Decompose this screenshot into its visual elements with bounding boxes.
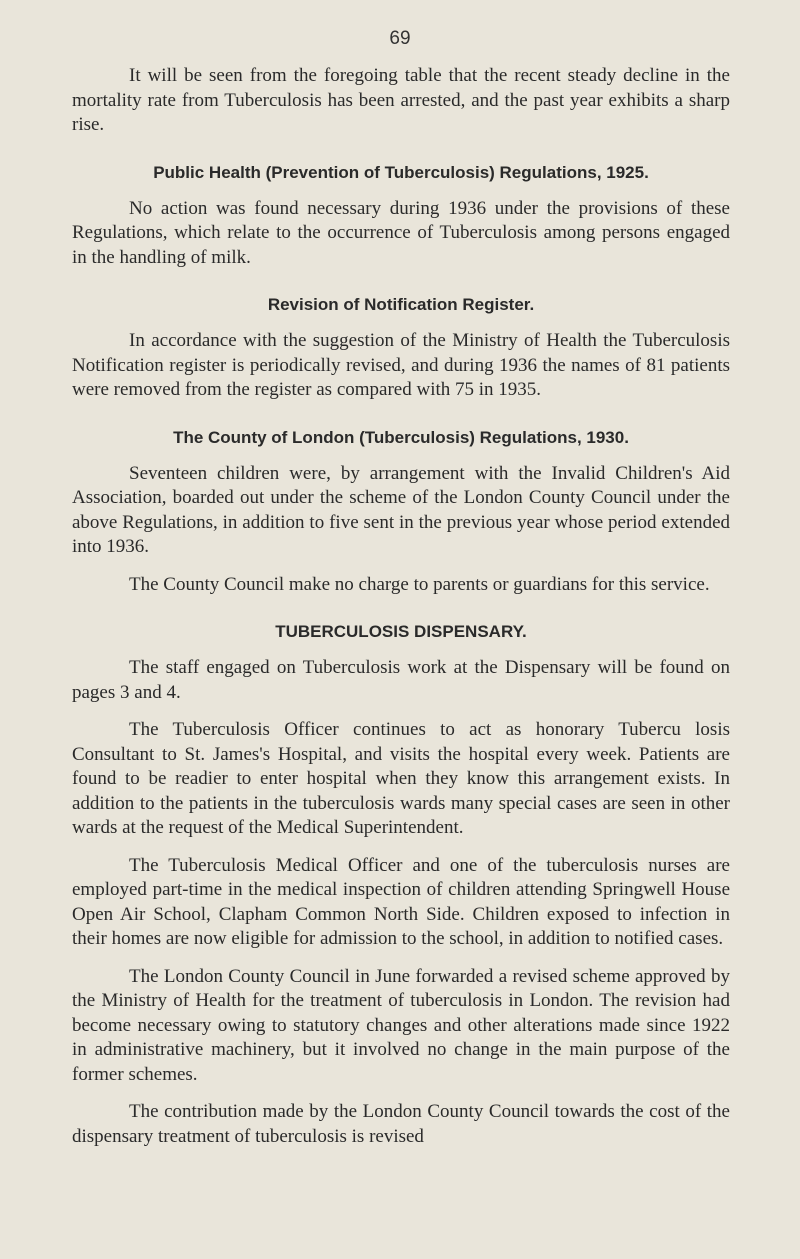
paragraph-dispensary-staff: The staff engaged on Tuberculosis work at the Dispensary will be found on pages 3 and 4.: [72, 657, 730, 703]
paragraph-contribution: The contribution made by the London County Council towards the cost of the dispensary treatment of tuberculosis is revised: [72, 1101, 730, 1147]
paragraph-notification-register: In accordance with the suggestion of the Ministry of Health the Tuberculosis Notification register is periodically revised, and during 1936 the names of 81 patients were removed from the register as compared with 75 in 1935.: [72, 330, 730, 400]
page-content: [72, 64, 730, 1149]
paragraph-open-air-school: The Tuberculosis Medical Officer and one of the tuberculosis nurses are employed part-time in the medical inspection of children attending Springwell House Open Air School, Clapham Common North Side. Children exposed to infection in their homes are now eligible for admission to the school, in addition to notified cases.: [72, 854, 730, 949]
paragraph-hospital-consultant: The Tuberculosis Officer continues to act as honorary Tubercu losis Consultant to St. James's Hospital, and visits the hospital every week. Patients are found to be readier to enter hospital when they know this arrangement exists. In addition to the patients in the tuberculosis wards many special cases are seen in other wards at the request of the Medical Superintendent.: [72, 719, 730, 838]
paragraph-milk-regulations: No action was found necessary during 1936 under the provisions of these Regulations, which relate to the occurrence of Tuberculosis among persons engaged in the handling of milk.: [72, 197, 730, 268]
section-heading-notification-register: Revision of Notification Register.: [267, 295, 535, 314]
intro-paragraph: It will be seen from the foregoing table that the recent steady decline in the mortality rate from Tuberculosis has been arrested, and the past year exhibits a sharp rise.: [72, 65, 730, 135]
section-heading-dispensary: TUBERCULOSIS DISPENSARY.: [275, 622, 527, 641]
paragraph-no-charge: The County Council make no charge to parents or guardians for this service.: [129, 573, 710, 595]
section-heading-county-regulations: The County of London (Tuberculosis) Regulations, 1930.: [173, 427, 629, 447]
paragraph-revised-scheme: The London County Council in June forwarded a revised scheme approved by the Ministry of Health for the treatment of tuberculosis in London. The revision had become necessary owing to statutory changes and other alterations made since 1922 in administrative machinery, but it involved no change in the main purpose of the former schemes.: [72, 965, 730, 1085]
page-number: 69: [389, 28, 411, 49]
section-heading-milk-regulations: Public Health (Prevention of Tuberculosis) Regulations, 1925.: [153, 162, 649, 182]
paragraph-boarded-out-children: Seventeen children were, by arrangement with the Invalid Children's Aid Association, boarded out under the scheme of the London County Council under the above Regulations, in addition to five sent in the previous year whose period extended into 1936.: [72, 462, 730, 557]
